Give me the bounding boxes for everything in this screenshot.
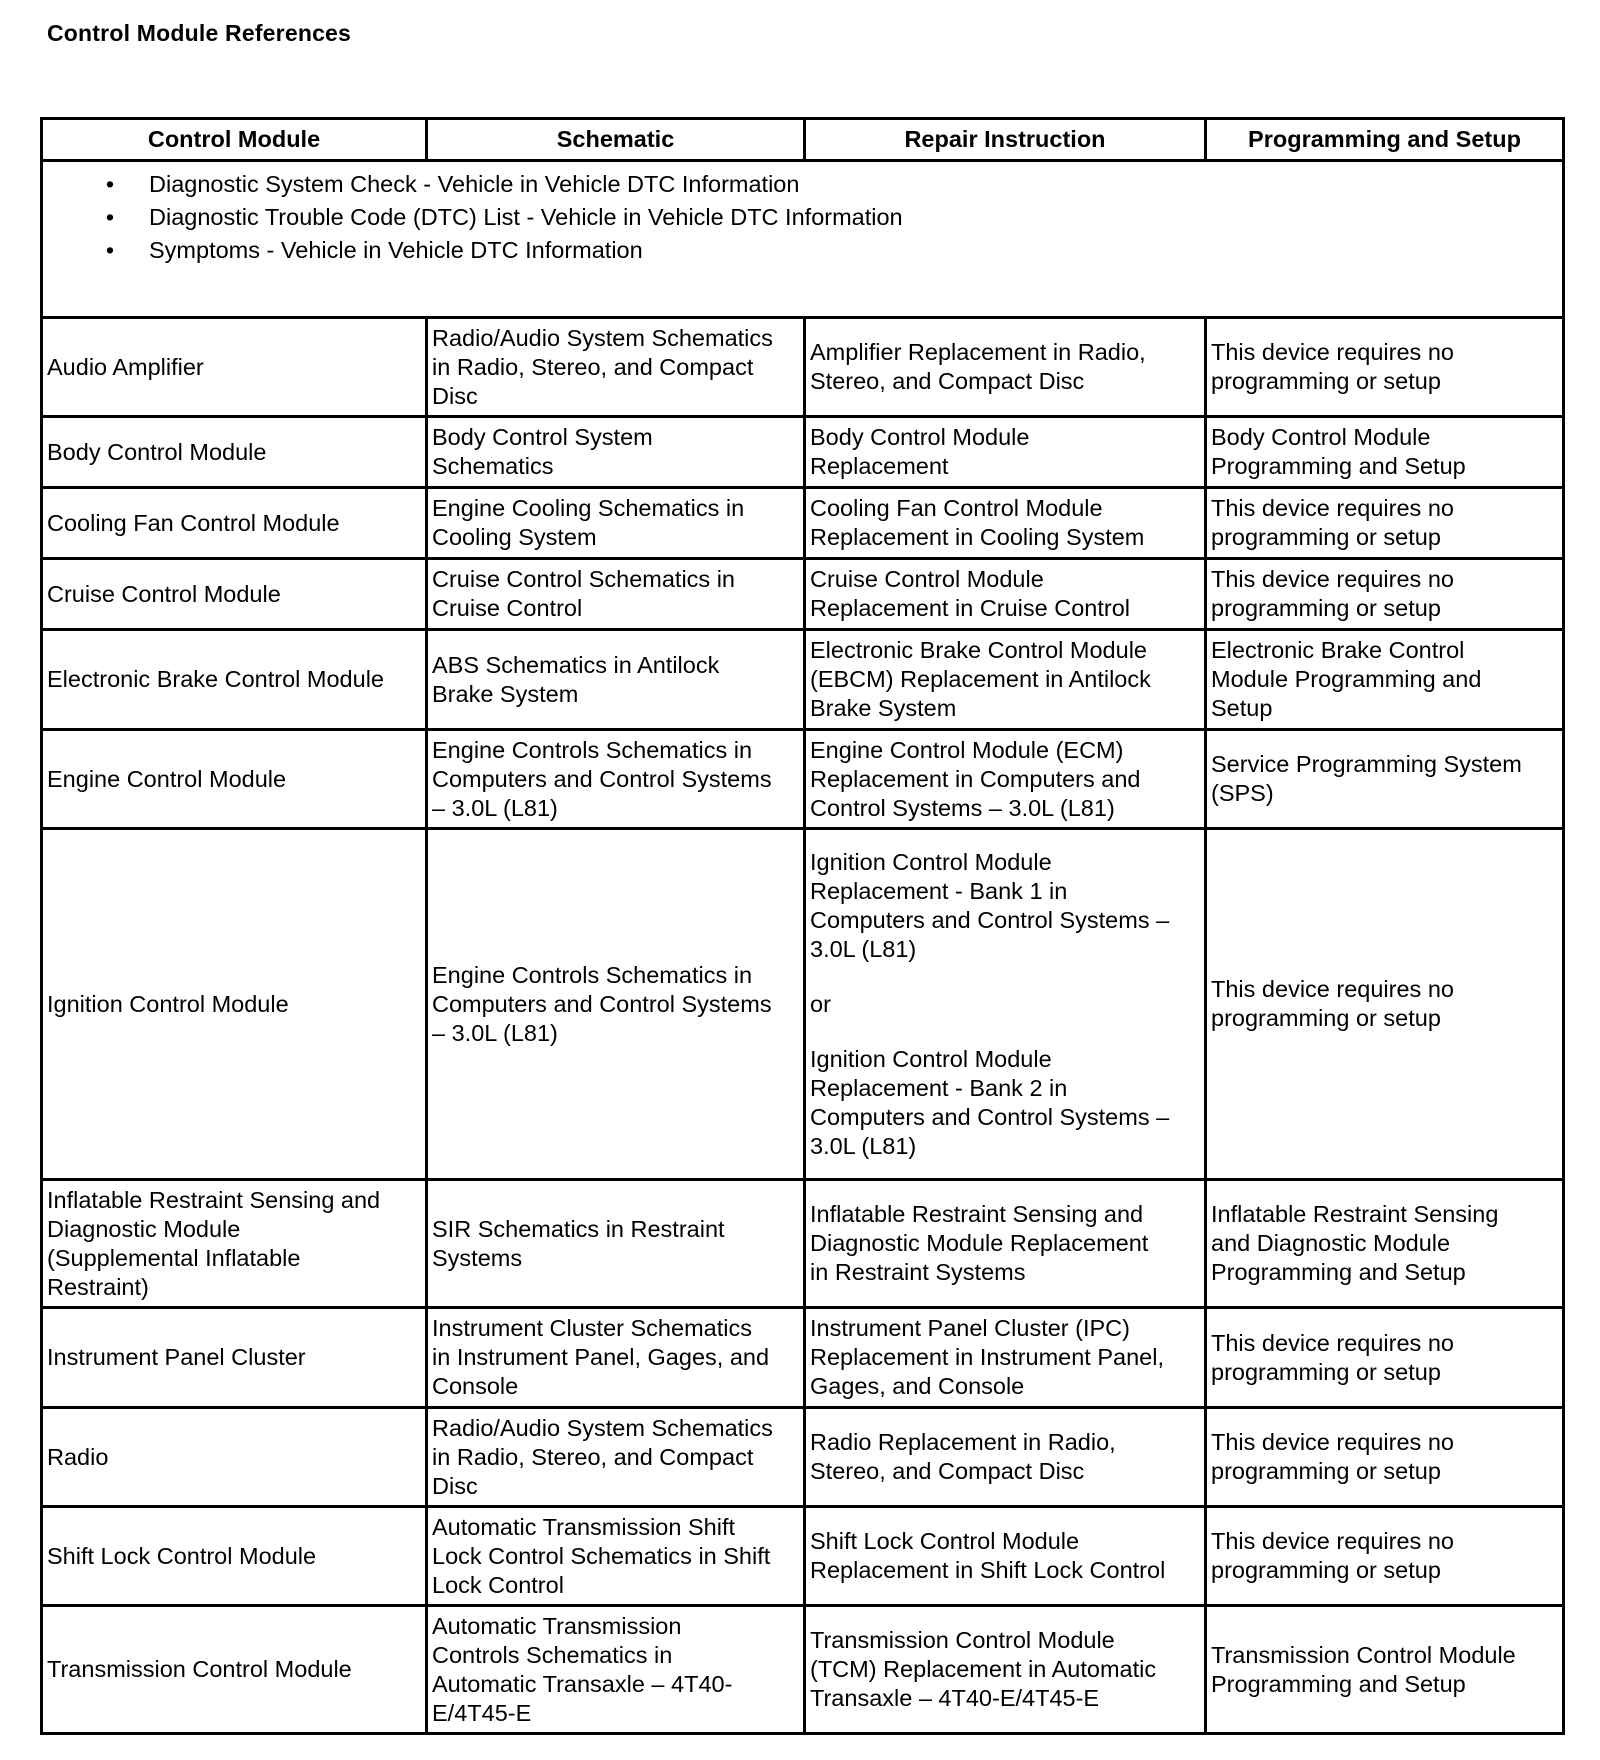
table-row [42, 1408, 1564, 1507]
repair-cell[interactable]: Cruise Control Module Replacement in Cruise Control [805, 559, 1206, 630]
common-references-cell [42, 161, 1564, 318]
schematic-cell[interactable]: Radio/Audio System Schematics in Radio, Stereo, and Compact Disc [427, 1408, 805, 1507]
table-row [42, 488, 1564, 559]
repair-cell[interactable]: Shift Lock Control Module Replacement in Shift Lock Control [805, 1507, 1206, 1606]
repair-option-bank-2[interactable]: Ignition Control Module Replacement - Bank 2 in Computers and Control Systems – 3.0L (L81) [810, 1045, 1170, 1159]
schematic-cell[interactable]: Automatic Transmission Shift Lock Control Schematics in Shift Lock Control [427, 1507, 805, 1606]
common-item-text: Diagnostic System Check - Vehicle in Vehicle DTC Information [149, 171, 800, 197]
schematic-cell[interactable]: Engine Cooling Schematics in Cooling System [427, 488, 805, 559]
programming-cell: This device requires no programming or setup [1206, 1408, 1564, 1507]
col-header-control-module: Control Module [42, 119, 427, 161]
repair-cell[interactable]: Inflatable Restraint Sensing and Diagnostic Module Replacement in Restraint Systems [805, 1180, 1206, 1308]
repair-cell [805, 829, 1206, 1180]
control-module-table [40, 117, 1565, 1735]
module-cell: Shift Lock Control Module [42, 1507, 427, 1606]
schematic-cell[interactable]: Automatic Transmission Controls Schematics in Automatic Transaxle – 4T40- E/4T45-E [427, 1606, 805, 1734]
table-row [42, 559, 1564, 630]
programming-cell: This device requires no programming or setup [1206, 488, 1564, 559]
repair-cell[interactable]: Transmission Control Module (TCM) Replacement in Automatic Transaxle – 4T40-E/4T45-E [805, 1606, 1206, 1734]
table-row [42, 1180, 1564, 1308]
table-row [42, 318, 1564, 417]
module-cell: Body Control Module [42, 417, 427, 488]
schematic-cell[interactable]: Cruise Control Schematics in Cruise Control [427, 559, 805, 630]
repair-cell[interactable]: Instrument Panel Cluster (IPC) Replacement in Instrument Panel, Gages, and Console [805, 1308, 1206, 1408]
repair-cell[interactable]: Electronic Brake Control Module (EBCM) Replacement in Antilock Brake System [805, 630, 1206, 730]
common-item-text: Diagnostic Trouble Code (DTC) List - Vehicle in Vehicle DTC Information [149, 204, 903, 230]
repair-cell[interactable]: Amplifier Replacement in Radio, Stereo, and Compact Disc [805, 318, 1206, 417]
bullet-icon: • [105, 204, 115, 230]
table-row [42, 1507, 1564, 1606]
table-row [42, 417, 1564, 488]
col-header-schematic: Schematic [427, 119, 805, 161]
module-cell: Engine Control Module [42, 730, 427, 829]
module-cell: Cooling Fan Control Module [42, 488, 427, 559]
bullet-icon: • [105, 171, 115, 197]
programming-cell[interactable]: Inflatable Restraint Sensing and Diagnostic Module Programming and Setup [1206, 1180, 1564, 1308]
repair-cell[interactable]: Radio Replacement in Radio, Stereo, and Compact Disc [805, 1408, 1206, 1507]
col-header-programming-setup: Programming and Setup [1206, 119, 1564, 161]
module-cell: Transmission Control Module [42, 1606, 427, 1734]
repair-cell[interactable]: Cooling Fan Control Module Replacement in Cooling System [805, 488, 1206, 559]
table-row [42, 829, 1564, 1180]
common-references-list [43, 168, 1562, 267]
programming-cell: This device requires no programming or setup [1206, 559, 1564, 630]
list-item[interactable] [43, 168, 1562, 201]
repair-cell[interactable]: Engine Control Module (ECM) Replacement in Computers and Control Systems – 3.0L (L81) [805, 730, 1206, 829]
module-cell: Cruise Control Module [42, 559, 427, 630]
programming-cell[interactable]: Transmission Control Module Programming and Setup [1206, 1606, 1564, 1734]
schematic-cell[interactable]: Body Control System Schematics [427, 417, 805, 488]
module-cell: Inflatable Restraint Sensing and Diagnostic Module (Supplemental Inflatable Restraint) [42, 1180, 427, 1308]
schematic-cell[interactable]: Radio/Audio System Schematics in Radio, Stereo, and Compact Disc [427, 318, 805, 417]
programming-cell[interactable]: Service Programming System (SPS) [1206, 730, 1564, 829]
common-references-row [42, 161, 1564, 318]
table-row [42, 630, 1564, 730]
bullet-icon: • [105, 237, 115, 263]
programming-cell: This device requires no programming or setup [1206, 318, 1564, 417]
schematic-cell[interactable]: Instrument Cluster Schematics in Instrument Panel, Gages, and Console [427, 1308, 805, 1408]
module-cell: Audio Amplifier [42, 318, 427, 417]
schematic-cell[interactable]: Engine Controls Schematics in Computers and Control Systems – 3.0L (L81) [427, 829, 805, 1180]
page-title: Control Module References [47, 20, 352, 46]
table-row [42, 1606, 1564, 1734]
schematic-cell[interactable]: Engine Controls Schematics in Computers and Control Systems – 3.0L (L81) [427, 730, 805, 829]
schematic-cell[interactable]: SIR Schematics in Restraint Systems [427, 1180, 805, 1308]
programming-cell: This device requires no programming or setup [1206, 829, 1564, 1180]
module-cell: Ignition Control Module [42, 829, 427, 1180]
module-cell: Electronic Brake Control Module [42, 630, 427, 730]
repair-cell[interactable]: Body Control Module Replacement [805, 417, 1206, 488]
table-row [42, 730, 1564, 829]
programming-cell[interactable]: Body Control Module Programming and Setup [1206, 417, 1564, 488]
col-header-repair-instruction: Repair Instruction [805, 119, 1206, 161]
table-header-row [42, 119, 1564, 161]
programming-cell: This device requires no programming or setup [1206, 1507, 1564, 1606]
repair-option-bank-1[interactable]: Ignition Control Module Replacement - Bank 1 in Computers and Control Systems – 3.0L (L81) [810, 848, 1170, 962]
list-item[interactable] [43, 234, 1562, 267]
module-cell: Radio [42, 1408, 427, 1507]
schematic-cell[interactable]: ABS Schematics in Antilock Brake System [427, 630, 805, 730]
repair-or-separator: or [810, 990, 831, 1017]
module-cell: Instrument Panel Cluster [42, 1308, 427, 1408]
programming-cell: This device requires no programming or setup [1206, 1308, 1564, 1408]
programming-cell[interactable]: Electronic Brake Control Module Programming and Setup [1206, 630, 1564, 730]
table-row [42, 1308, 1564, 1408]
list-item[interactable] [43, 201, 1562, 234]
common-item-text: Symptoms - Vehicle in Vehicle DTC Information [149, 237, 643, 263]
